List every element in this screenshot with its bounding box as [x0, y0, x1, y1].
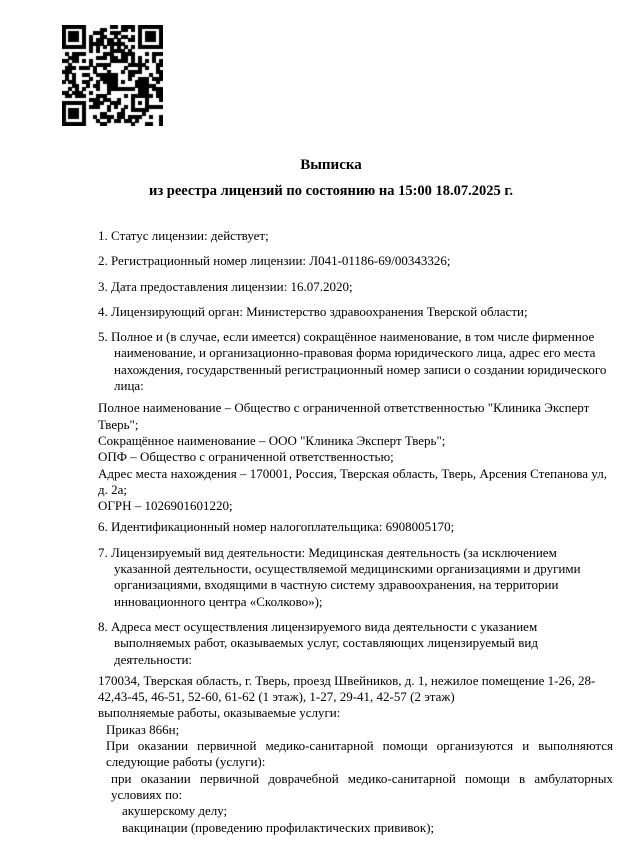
item-3-grant-date: 3. Дата предоставления лицензии: 16.07.2020;: [98, 278, 353, 294]
primary-care-paragraph: При оказании первичной медико-санитарной помощи организуются и выполняются следующие работы (услуги):: [106, 738, 613, 770]
item-6-taxpayer-number: 6. Идентификационный номер налогоплательщика: 6908005170;: [98, 519, 455, 535]
org-legal-form-line: ОПФ – Общество с ограниченной ответственностью;: [98, 449, 394, 465]
org-short-name-line: Сокращённое наименование – ООО "Клиника Эксперт Тверь";: [98, 432, 446, 448]
works-services-block: [98, 722, 613, 836]
organization-details-block: [98, 400, 613, 514]
activity-address: 170034, Тверская область, г. Тверь, проезд Швейников, д. 1, нежилое помещение 1-26, 28-42,43-45, 46-51, 52-60, 61-62 (1 этаж), 1-27, 29-41, 42-57 (2 этаж): [98, 672, 596, 705]
works-intro: выполняемые работы, оказываемые услуги:: [98, 705, 341, 721]
order-866n-line: Приказ 866н;: [106, 721, 180, 737]
pre-medical-care-paragraph: при оказании первичной доврачебной медико-санитарной помощи в амбулаторных условиях по:: [111, 770, 613, 802]
document-subtitle: из реестра лицензий по состоянию на 15:00 18.07.2025 г.: [148, 183, 514, 199]
org-full-name-line: Полное наименование – Общество с ограниченной ответственностью "Клиника Эксперт Тверь";: [98, 400, 590, 432]
midwifery-line: акушерскому делу;: [122, 803, 228, 819]
item-5-org-name-heading: 5. Полное и (в случае, если имеется) сокращённое наименование, в том числе фирменное наименование, и организационно-правовая форма юридического лица, адрес его места нахождения, государственный регистрационный номер записи о создании юридического лица:: [98, 329, 607, 394]
item-1-license-status: 1. Статус лицензии: действует;: [98, 228, 269, 243]
vaccination-line: вакцинации (проведению профилактических прививок);: [122, 819, 435, 835]
item-7-licensed-activity: 7. Лицензируемый вид деятельности: Медицинская деятельность (за исключением указанной деятельности, осуществляемой медицинскими организациями и другими организациями, входящими в частную систему здравоохранения, на территории инновационного центра «Сколково»);: [98, 544, 581, 609]
document-title: Выписка: [300, 157, 362, 173]
item-8-activity-addresses-heading: 8. Адреса мест осуществления лицензируемого вида деятельности с указанием выполняемых работ, оказываемых услуг, составляющих лицензируемый вид деятельности:: [98, 618, 538, 667]
item-4-licensing-authority: 4. Лицензирующий орган: Министерство здравоохранения Тверской области;: [98, 303, 528, 319]
item-2-registration-number: 2. Регистрационный номер лицензии: Л041-01186-69/00343326;: [98, 253, 451, 269]
activity-address-block: [98, 673, 613, 722]
org-ogrn-line: ОГРН – 1026901601220;: [98, 498, 233, 514]
org-address-line: Адрес места нахождения – 170001, Россия, Тверская область, Тверь, Арсения Степанова ул, д. 2а;: [98, 465, 607, 497]
